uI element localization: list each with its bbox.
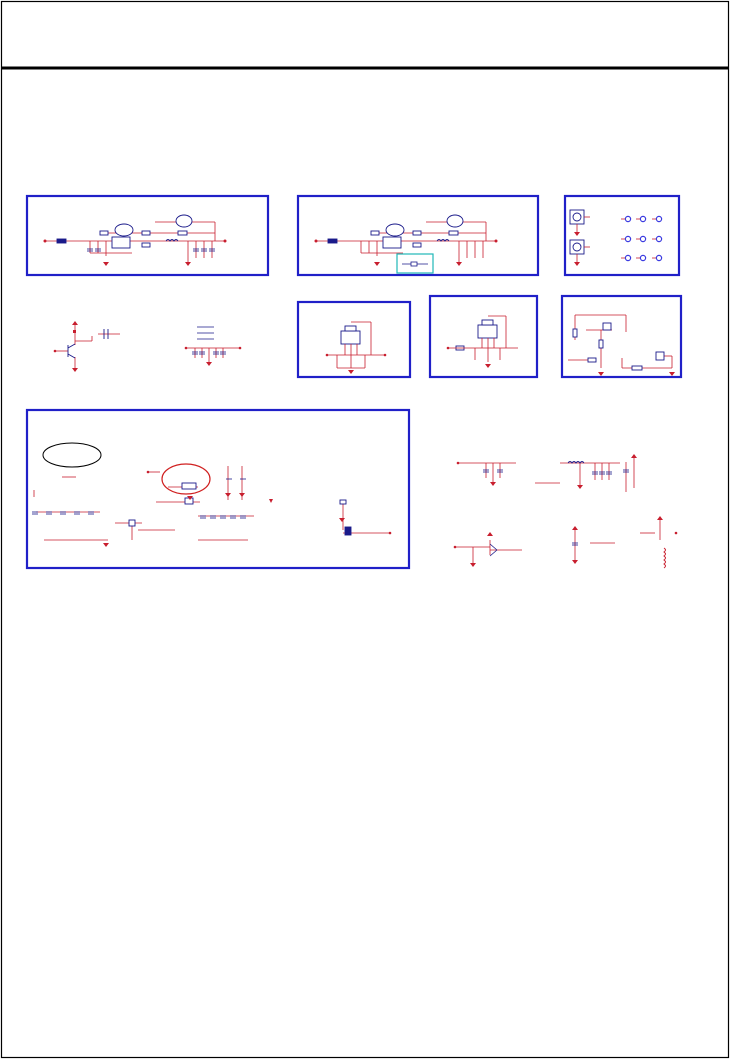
block-frame <box>565 196 679 275</box>
highlight-ellipse <box>162 464 210 494</box>
connector-grid <box>565 196 679 275</box>
main-processor-area <box>27 410 409 568</box>
block-frame <box>27 196 268 275</box>
note-ellipse <box>43 443 101 467</box>
coil <box>664 548 666 568</box>
block-frame <box>27 410 409 568</box>
regulator-1 <box>298 302 410 377</box>
transistor-switch <box>54 321 120 372</box>
rf-filter-chain-1 <box>27 196 268 275</box>
sheet-border <box>2 2 729 1058</box>
block-frame <box>562 296 681 377</box>
block-frame <box>298 196 538 275</box>
ic-decoupling <box>185 327 242 366</box>
power-switch <box>562 296 681 377</box>
peripheral-circuits <box>454 454 678 568</box>
rf-filter-chain-2 <box>298 196 538 275</box>
regulator-2 <box>430 296 537 377</box>
